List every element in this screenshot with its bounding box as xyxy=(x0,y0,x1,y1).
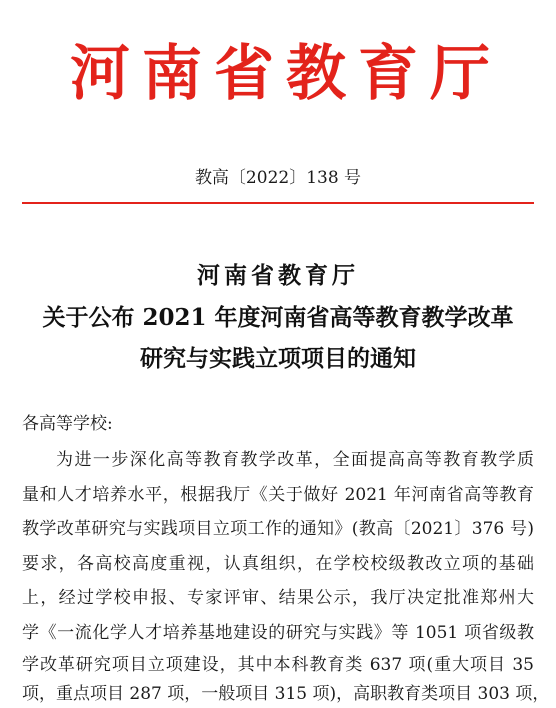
notice-title-line-3: 研究与实践立项项目的通知 xyxy=(140,345,416,372)
red-divider-line xyxy=(22,202,534,204)
body-line-3: 教学改革研究与实践项目立项工作的通知》(教高〔2021〕376 号) xyxy=(22,519,534,539)
document-number: 教高〔2022〕138 号 xyxy=(194,168,362,188)
body-line-1: 为进一步深化高等教育教学改革，全面提高高等教育教学质 xyxy=(56,450,534,470)
body-line-5: 上，经过学校申报、专家评审、结果公示，我厅决定批准郑州大 xyxy=(22,588,534,608)
masthead-title: 河南省教育厅 xyxy=(70,39,502,109)
body-line-7: 学改革研究项目立项建设，其中本科教育类 637 项(重大项目 35 xyxy=(22,655,534,675)
notice-title-line-1: 河南省教育厅 xyxy=(197,262,359,289)
body-line-6: 学《一流化学人才培养基地建设的研究与实践》等 1051 项省级教 xyxy=(22,623,534,643)
salutation: 各高等学校: xyxy=(22,414,113,434)
body-line-4: 要求，各高校高度重视，认真组织，在学校校级教改立项的基础 xyxy=(22,554,534,574)
body-line-2: 量和人才培养水平，根据我厅《关于做好 2021 年河南省高等教育 xyxy=(22,485,534,505)
body-line-8: 项，重点项目 287 项，一般项目 315 项)，高职教育类项目 303 项， xyxy=(22,684,550,704)
notice-title-line-2: 关于公布 2021 年度河南省高等教育教学改革 xyxy=(42,304,514,331)
